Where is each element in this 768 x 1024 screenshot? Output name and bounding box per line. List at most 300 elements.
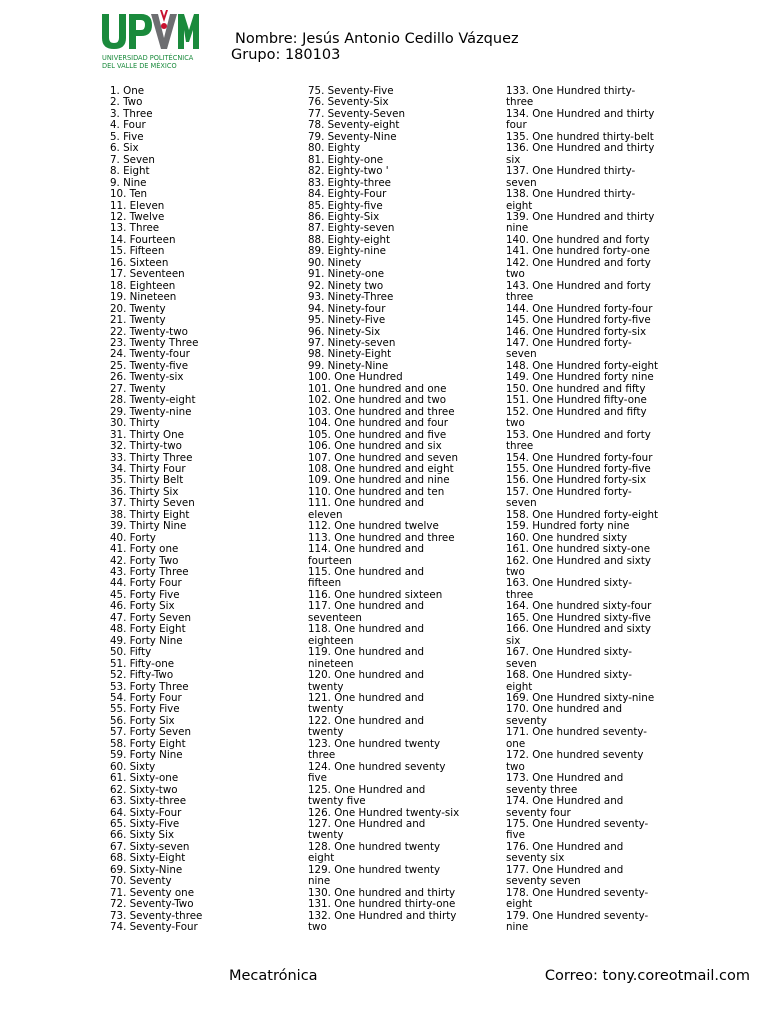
- list-item-continuation: eleven: [308, 508, 343, 521]
- list-item-text: 10. Ten: [110, 188, 148, 201]
- list-item-text: 123. One hundred twenty: [308, 737, 441, 750]
- list-item: [308, 315, 498, 326]
- list-item-text: 61. Sixty-one: [110, 772, 179, 785]
- list-item: [110, 773, 300, 784]
- list-item-text: 134. One Hundred and thirty: [506, 107, 655, 120]
- list-item-text: 113. One hundred and three: [308, 531, 455, 544]
- list-item-text: 162. One Hundred and sixty: [506, 554, 652, 567]
- list-item-text: 121. One hundred and: [308, 692, 425, 705]
- list-item-text: 144. One Hundred forty-four: [506, 302, 653, 315]
- list-item-continuation: twenty: [308, 726, 344, 739]
- list-item-text: 43. Forty Three: [110, 566, 189, 579]
- list-item-text: 40. Forty: [110, 531, 156, 544]
- list-item-text: 84. Eighty-Four: [308, 188, 387, 201]
- list-item-text: 58. Forty Eight: [110, 737, 186, 750]
- list-item-text: 142. One Hundred and forty: [506, 256, 651, 269]
- list-item: [506, 624, 676, 647]
- list-item: [506, 487, 676, 510]
- list-item-text: 6. Six: [110, 142, 139, 155]
- list-item: [308, 292, 498, 303]
- list-item-text: 95. Ninety-Five: [308, 314, 386, 327]
- list-item-text: 51. Fifty-one: [110, 657, 175, 670]
- list-item-text: 100. One Hundred: [308, 371, 403, 384]
- list-item: [308, 739, 498, 762]
- list-item-text: 169. One Hundred sixty-nine: [506, 692, 655, 705]
- list-item-text: 8. Eight: [110, 165, 150, 178]
- list-item-text: 105. One hundred and five: [308, 428, 447, 441]
- list-item-text: 175. One Hundred seventy-: [506, 818, 649, 830]
- list-item-text: 14. Fourteen: [110, 233, 176, 246]
- list-item-text: 20. Twenty: [110, 302, 166, 315]
- list-item: [506, 865, 676, 888]
- list-item-text: 24. Twenty-four: [110, 348, 190, 361]
- list-item-text: 49. Forty Nine: [110, 634, 183, 647]
- list-item-text: 99. Ninety-Nine: [308, 359, 389, 372]
- list-item-text: 176. One Hundred and: [506, 840, 624, 853]
- list-item: [110, 647, 300, 658]
- list-item: [308, 166, 498, 177]
- list-item-text: 101. One hundred and one: [308, 382, 447, 395]
- list-item-text: 179. One Hundred seventy-: [506, 909, 649, 922]
- list-item-text: 116. One hundred sixteen: [308, 588, 443, 601]
- list-item: [110, 269, 300, 280]
- list-item-text: 157. One Hundred forty-: [506, 485, 632, 498]
- list-item-text: 62. Sixty-two: [110, 783, 178, 796]
- list-item-text: 72. Seventy-Two: [110, 898, 194, 911]
- list-item: [506, 430, 676, 453]
- list-item-text: 4. Four: [110, 119, 146, 132]
- list-item-continuation: twenty: [308, 703, 344, 716]
- list-item-continuation: nine: [308, 875, 331, 888]
- list-item-text: 117. One hundred and: [308, 600, 425, 613]
- list-item: [506, 727, 676, 750]
- list-item: [308, 418, 498, 429]
- list-item-text: 159. Hundred forty nine: [506, 520, 630, 533]
- list-item-text: 127. One Hundred and: [308, 818, 426, 830]
- list-item: [110, 899, 300, 910]
- list-item-text: 41. Forty one: [110, 543, 179, 556]
- list-item-text: 163. One Hundred sixty-: [506, 577, 632, 590]
- list-item-text: 34. Thirty Four: [110, 462, 186, 475]
- list-item-text: 81. Eighty-one: [308, 153, 384, 166]
- list-item: [506, 407, 676, 430]
- list-item-continuation: twenty: [308, 680, 344, 693]
- list-item-text: 73. Seventy-three: [110, 909, 203, 922]
- list-item-continuation: three: [506, 291, 534, 304]
- list-item-text: 3. Three: [110, 107, 153, 120]
- logo-line2: DEL VALLE DE MÉXICO: [102, 62, 177, 70]
- list-item: [506, 647, 676, 670]
- list-item: [308, 693, 498, 716]
- list-item-text: 125. One Hundred and: [308, 783, 426, 796]
- list-item-text: 17. Seventeen: [110, 268, 185, 281]
- list-item-text: 108. One hundred and eight: [308, 462, 454, 475]
- list-item: [506, 212, 676, 235]
- list-item-text: 93. Ninety-Three: [308, 291, 394, 304]
- list-item: [110, 544, 300, 555]
- list-item-continuation: fifteen: [308, 577, 342, 590]
- list-item: [110, 441, 300, 452]
- list-item: [110, 418, 300, 429]
- list-item-text: 36. Thirty Six: [110, 485, 179, 498]
- list-item-text: 150. One hundred and fifty: [506, 382, 646, 395]
- list-item-text: 78. Seventy-eight: [308, 119, 400, 132]
- list-item-text: 155. One Hundred forty-five: [506, 462, 651, 475]
- list-item: [308, 865, 498, 888]
- list-item-text: 130. One hundred and thirty: [308, 886, 456, 899]
- list-item-text: 158. One Hundred forty-eight: [506, 508, 659, 521]
- list-item: [110, 796, 300, 807]
- list-item-text: 70. Seventy: [110, 875, 172, 888]
- list-item: [506, 189, 676, 212]
- list-item: [506, 395, 676, 406]
- list-item-text: 39. Thirty Nine: [110, 520, 187, 533]
- list-item-text: 109. One hundred and nine: [308, 474, 450, 487]
- list-item-text: 75. Seventy-Five: [308, 85, 394, 97]
- list-item-text: 168. One Hundred sixty-: [506, 669, 632, 682]
- list-item-continuation: seventy six: [506, 852, 565, 865]
- list-item-text: 151. One Hundred fifty-one: [506, 394, 647, 407]
- number-list-column-1: [110, 86, 300, 934]
- list-item-text: 140. One hundred and forty: [506, 233, 650, 246]
- list-item: [506, 258, 676, 281]
- list-item-text: 114. One hundred and: [308, 543, 425, 556]
- list-item-text: 172. One hundred seventy: [506, 749, 644, 762]
- list-item-text: 141. One hundred forty-one: [506, 245, 650, 258]
- list-item-text: 149. One Hundred forty nine: [506, 371, 654, 384]
- list-item: [110, 189, 300, 200]
- list-item-text: 103. One hundred and three: [308, 405, 455, 418]
- list-item: [308, 395, 498, 406]
- list-item-text: 145. One Hundred forty-five: [506, 314, 651, 327]
- list-item-text: 132. One Hundred and thirty: [308, 909, 457, 922]
- list-item-text: 80. Eighty: [308, 142, 361, 155]
- list-item: [308, 785, 498, 808]
- list-item: [506, 338, 676, 361]
- list-item-continuation: two: [506, 268, 525, 281]
- list-item-continuation: seven: [506, 657, 537, 670]
- list-item-text: 65. Sixty-Five: [110, 818, 180, 830]
- list-item: [506, 750, 676, 773]
- list-item-text: 161. One hundred sixty-one: [506, 543, 651, 556]
- list-item-text: 33. Thirty Three: [110, 451, 193, 464]
- list-item-continuation: eight: [506, 898, 533, 911]
- list-item: [308, 716, 498, 739]
- list-item: [308, 544, 498, 567]
- list-item-text: 137. One Hundred thirty-: [506, 165, 636, 178]
- list-item-continuation: nine: [506, 222, 529, 235]
- list-item-continuation: nineteen: [308, 657, 354, 670]
- list-item-text: 124. One hundred seventy: [308, 760, 446, 773]
- list-item: [110, 521, 300, 532]
- list-item: [308, 601, 498, 624]
- list-item-text: 31. Thirty One: [110, 428, 184, 441]
- list-item-text: 164. One hundred sixty-four: [506, 600, 652, 613]
- list-item-text: 9. Nine: [110, 176, 147, 189]
- list-item: [308, 441, 498, 452]
- list-item-text: 166. One Hundred and sixty: [506, 623, 652, 636]
- list-item-text: 139. One Hundred and thirty: [506, 210, 655, 223]
- list-item-text: 156. One Hundred forty-six: [506, 474, 647, 487]
- list-item: [506, 166, 676, 189]
- list-item-text: 66. Sixty Six: [110, 829, 175, 842]
- list-item: [506, 143, 676, 166]
- list-item-text: 178. One Hundred seventy-: [506, 886, 649, 899]
- list-item: [110, 292, 300, 303]
- list-item-text: 69. Sixty-Nine: [110, 863, 183, 876]
- list-item-continuation: seventy three: [506, 783, 578, 796]
- list-item: [506, 888, 676, 911]
- list-item-text: 68. Sixty-Eight: [110, 852, 186, 865]
- list-item-text: 170. One hundred and: [506, 703, 623, 716]
- list-item-text: 74. Seventy-Four: [110, 921, 198, 934]
- list-item-text: 29. Twenty-nine: [110, 405, 192, 418]
- list-item-text: 171. One hundred seventy-: [506, 726, 648, 739]
- logo-line1: UNIVERSIDAD POLITÉCNICA: [102, 54, 194, 62]
- list-item-text: 42. Forty Two: [110, 554, 179, 567]
- list-item-text: 154. One Hundred forty-four: [506, 451, 653, 464]
- list-item-text: 32. Thirty-two: [110, 440, 182, 453]
- number-list-column-2: [308, 86, 498, 934]
- list-item-text: 46. Forty Six: [110, 600, 175, 613]
- list-item-text: 27. Twenty: [110, 382, 166, 395]
- list-item-continuation: seven: [506, 348, 537, 361]
- list-item-continuation: eight: [506, 680, 533, 693]
- list-item-text: 12. Twelve: [110, 210, 165, 223]
- list-item-text: 55. Forty Five: [110, 703, 180, 716]
- list-item-text: 147. One Hundred forty-: [506, 336, 632, 349]
- list-item-text: 19. Nineteen: [110, 291, 177, 304]
- list-item-text: 98. Ninety-Eight: [308, 348, 392, 361]
- list-item: [506, 109, 676, 132]
- list-item-text: 126. One Hundred twenty-six: [308, 806, 460, 819]
- list-item: [506, 315, 676, 326]
- list-item-text: 143. One Hundred and forty: [506, 279, 651, 292]
- list-item-text: 13. Three: [110, 222, 160, 235]
- list-item-text: 64. Sixty-Four: [110, 806, 182, 819]
- list-item-text: 104. One hundred and four: [308, 417, 449, 430]
- list-item: [110, 395, 300, 406]
- list-item: [506, 670, 676, 693]
- list-item-text: 56. Forty Six: [110, 714, 175, 727]
- list-item: [506, 86, 676, 109]
- list-item-text: 48. Forty Eight: [110, 623, 186, 636]
- list-item-text: 47. Forty Seven: [110, 611, 191, 624]
- list-item-text: 77. Seventy-Seven: [308, 107, 405, 120]
- list-item-text: 91. Ninety-one: [308, 268, 385, 281]
- list-item-text: 135. One hundred thirty-belt: [506, 130, 654, 143]
- list-item: [308, 189, 498, 200]
- list-item: [308, 819, 498, 842]
- list-item-continuation: two: [506, 760, 525, 773]
- list-item-text: 173. One Hundred and: [506, 772, 624, 785]
- footer-email: Correo: tony.coreotmail.com: [544, 968, 750, 984]
- list-item-text: 57. Forty Seven: [110, 726, 191, 739]
- list-item-text: 112. One hundred twelve: [308, 520, 439, 533]
- list-item-text: 86. Eighty-Six: [308, 210, 380, 223]
- list-item: [110, 922, 300, 933]
- list-item-text: 25. Twenty-five: [110, 359, 189, 372]
- list-item: [506, 578, 676, 601]
- list-item-text: 18. Eighteen: [110, 279, 176, 292]
- list-item-text: 111. One hundred and: [308, 497, 425, 510]
- list-item-text: 102. One hundred and two: [308, 394, 447, 407]
- list-item-text: 128. One hundred twenty: [308, 840, 441, 853]
- list-item-text: 5. Five: [110, 130, 144, 143]
- list-item-continuation: seven: [506, 497, 537, 510]
- list-item-text: 133. One Hundred thirty-: [506, 85, 636, 97]
- list-item-continuation: three: [506, 588, 534, 601]
- list-item-text: 38. Thirty Eight: [110, 508, 190, 521]
- list-item-text: 87. Eighty-seven: [308, 222, 395, 235]
- list-item-text: 174. One Hundred and: [506, 795, 624, 808]
- list-item: [110, 166, 300, 177]
- list-item: [308, 521, 498, 532]
- list-item-text: 115. One hundred and: [308, 566, 425, 579]
- list-item-text: 28. Twenty-eight: [110, 394, 196, 407]
- list-item: [506, 544, 676, 555]
- list-item-text: 118. One hundred and: [308, 623, 425, 636]
- list-item-text: 88. Eighty-eight: [308, 233, 391, 246]
- list-item-text: 23. Twenty Three: [110, 336, 199, 349]
- list-item-text: 120. One hundred and: [308, 669, 425, 682]
- list-item-continuation: three: [506, 96, 534, 109]
- list-item: [308, 899, 498, 910]
- list-item-continuation: three: [506, 440, 534, 453]
- list-item-text: 122. One hundred and: [308, 714, 425, 727]
- list-item: [308, 624, 498, 647]
- list-item-text: 7. Seven: [110, 153, 155, 166]
- student-group: Grupo: 180103: [231, 47, 341, 63]
- upvm-logo: [100, 8, 200, 70]
- list-item-text: 30. Thirty: [110, 417, 160, 430]
- list-item: [308, 143, 498, 154]
- list-item-text: 138. One Hundred thirty-: [506, 188, 636, 201]
- list-item-continuation: twenty five: [308, 795, 366, 808]
- number-list-column-3: [506, 86, 676, 934]
- list-item-text: 53. Forty Three: [110, 680, 189, 693]
- list-item-text: 106. One hundred and six: [308, 440, 442, 453]
- list-item-text: 2. Two: [110, 96, 143, 109]
- student-name: Nombre: Jesús Antonio Cedillo Vázquez: [235, 31, 519, 47]
- list-item-continuation: two: [308, 921, 327, 934]
- list-item-text: 94. Ninety-four: [308, 302, 386, 315]
- list-item-text: 89. Eighty-nine: [308, 245, 386, 258]
- list-item-text: 85. Eighty-five: [308, 199, 383, 212]
- list-item-continuation: eight: [506, 199, 533, 212]
- list-item-text: 76. Seventy-Six: [308, 96, 389, 109]
- list-item-text: 50. Fifty: [110, 646, 152, 659]
- list-item-continuation: six: [506, 634, 521, 647]
- list-item: [110, 143, 300, 154]
- list-item-text: 153. One Hundred and forty: [506, 428, 651, 441]
- list-item-text: 1. One: [110, 85, 145, 97]
- list-item-text: 165. One Hundred sixty-five: [506, 611, 651, 624]
- list-item: [506, 911, 676, 934]
- list-item-text: 59. Forty Nine: [110, 749, 183, 762]
- list-item-continuation: seventy: [506, 714, 547, 727]
- list-item-text: 79. Seventy-Nine: [308, 130, 397, 143]
- list-item-continuation: seventy four: [506, 806, 571, 819]
- list-item-continuation: five: [308, 772, 327, 785]
- list-item-text: 131. One hundred thirty-one: [308, 898, 456, 911]
- list-item-continuation: fourteen: [308, 554, 352, 567]
- list-item-continuation: nine: [506, 921, 529, 934]
- list-item-continuation: four: [506, 119, 527, 132]
- list-item-text: 152. One Hundred and fifty: [506, 405, 647, 418]
- list-item: [506, 819, 676, 842]
- list-item-continuation: seventy seven: [506, 875, 581, 888]
- list-item-text: 82. Eighty-two ': [308, 165, 389, 178]
- list-item-text: 160. One hundred sixty: [506, 531, 628, 544]
- list-item-text: 107. One hundred and seven: [308, 451, 459, 464]
- list-item: [506, 556, 676, 579]
- list-item-continuation: two: [506, 417, 525, 430]
- list-item-text: 22. Twenty-two: [110, 325, 188, 338]
- list-item: [110, 670, 300, 681]
- list-item: [308, 911, 498, 934]
- footer-career: Mecatrónica: [229, 968, 318, 984]
- list-item: [308, 647, 498, 670]
- list-item-text: 26. Twenty-six: [110, 371, 184, 384]
- list-item-text: 67. Sixty-seven: [110, 840, 190, 853]
- list-item-text: 97. Ninety-seven: [308, 336, 396, 349]
- list-item-text: 15. Fifteen: [110, 245, 165, 258]
- list-item-text: 54. Forty Four: [110, 692, 182, 705]
- list-item-continuation: three: [308, 749, 336, 762]
- list-item-text: 167. One Hundred sixty-: [506, 646, 632, 659]
- list-item-text: 92. Ninety two: [308, 279, 384, 292]
- list-item: [506, 773, 676, 796]
- list-item-continuation: one: [506, 737, 526, 750]
- list-item-text: 21. Twenty: [110, 314, 166, 327]
- list-item-continuation: eighteen: [308, 634, 354, 647]
- list-item-continuation: eight: [308, 852, 335, 865]
- list-item: [506, 704, 676, 727]
- list-item: [506, 521, 676, 532]
- list-item-text: 44. Forty Four: [110, 577, 182, 590]
- list-item-text: 83. Eighty-three: [308, 176, 391, 189]
- list-item-text: 129. One hundred twenty: [308, 863, 441, 876]
- list-item: [308, 269, 498, 280]
- list-item-text: 146. One Hundred forty-six: [506, 325, 647, 338]
- list-item-text: 110. One hundred and ten: [308, 485, 445, 498]
- list-item-text: 11. Eleven: [110, 199, 165, 212]
- list-item: [308, 762, 498, 785]
- list-item-text: 90. Ninety: [308, 256, 362, 269]
- list-item-continuation: five: [506, 829, 525, 842]
- list-item: [308, 498, 498, 521]
- list-item-text: 35. Thirty Belt: [110, 474, 184, 487]
- list-item-text: 71. Seventy one: [110, 886, 195, 899]
- list-item-text: 96. Ninety-Six: [308, 325, 381, 338]
- list-item: [110, 315, 300, 326]
- list-item-continuation: six: [506, 153, 521, 166]
- list-item-text: 177. One Hundred and: [506, 863, 624, 876]
- list-item-continuation: seventeen: [308, 611, 362, 624]
- list-item-text: 136. One Hundred and thirty: [506, 142, 655, 155]
- list-item-text: 60. Sixty: [110, 760, 156, 773]
- list-item: [308, 670, 498, 693]
- list-item-text: 37. Thirty Seven: [110, 497, 195, 510]
- list-item: [506, 281, 676, 304]
- list-item-text: 119. One hundred and: [308, 646, 425, 659]
- list-item-text: 148. One Hundred forty-eight: [506, 359, 659, 372]
- list-item-text: 45. Forty Five: [110, 588, 180, 601]
- list-item-continuation: seven: [506, 176, 537, 189]
- list-item: [506, 842, 676, 865]
- list-item: [110, 876, 300, 887]
